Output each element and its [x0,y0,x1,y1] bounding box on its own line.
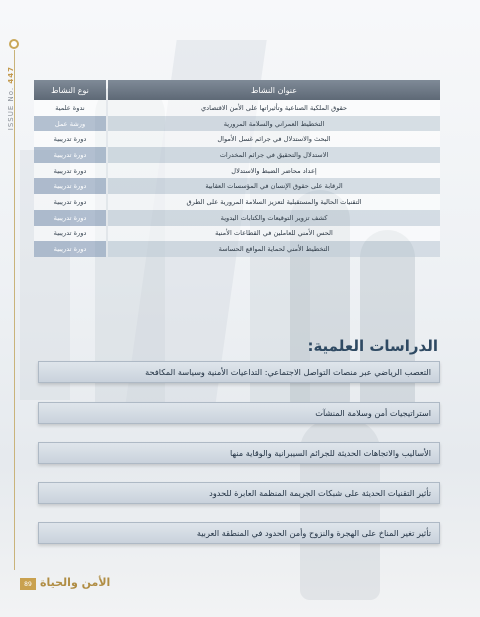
activity-type-cell: دورة تدريبية [34,147,106,163]
activity-title-cell: إعداد محاضر الضبط والاستدلال [108,163,440,179]
activity-title-cell: التخطيط العمراني والسلامة المرورية [108,116,440,132]
activity-title-cell: الحس الأمني للعاملين في القطاعات الأمنية [108,226,440,242]
study-title: تأثير التقنيات الحديثة على شبكات الجريمة المنظمة العابرة للحدود [209,488,431,498]
activity-type-cell: دورة تدريبية [34,178,106,194]
activity-type-cell: دورة تدريبية [34,163,106,179]
study-title: تأثير تغير المناخ على الهجرة والنزوح وأمن الحدود في المنطقة العربية [196,528,431,538]
activity-title-cell: حقوق الملكية الصناعية وتأثيراتها على الأمن الاقتصادي [108,100,440,116]
table-row [34,163,440,179]
studies-heading: الدراسات العلمية: [307,337,438,355]
issue-number: 447 [7,66,15,84]
table-row [34,100,440,116]
study-item [38,482,440,504]
activity-title-cell: الاستدلال والتحقيق في جرائم المخدرات [108,147,440,163]
table-row [34,241,440,257]
table-header [34,80,440,100]
activity-type-cell: دورة تدريبية [34,131,106,147]
table-row [34,226,440,242]
activity-title-cell: التقنيات الحالية والمستقبلية لتعزيز السلامة المرورية على الطرق [108,194,440,210]
header-activity-title: عنوان النشاط [108,80,440,100]
activity-type-cell: ندوة علمية [34,100,106,116]
activity-type-cell: دورة تدريبية [34,194,106,210]
study-item [38,361,440,383]
activities-table [34,80,440,257]
table-row [34,178,440,194]
table-row [34,210,440,226]
issue-text: ISSUE No. [7,86,15,131]
activity-type-cell: دورة تدريبية [34,241,106,257]
study-item [38,442,440,464]
activity-title-cell: الرقابة على حقوق الإنسان في المؤسسات العقابية [108,178,440,194]
study-title: الأساليب والاتجاهات الحديثة للجرائم السيبرانية والوقاية منها [230,448,431,458]
table-row [34,116,440,132]
study-item [38,402,440,424]
header-activity-type: نوع النشاط [34,80,106,100]
issue-label [7,66,19,130]
page-number: 89 [20,578,36,590]
activity-type-cell: دورة تدريبية [34,226,106,242]
page-footer [0,574,480,598]
activity-title-cell: البحث والاستدلال في جرائم غسل الأموال [108,131,440,147]
study-item [38,522,440,544]
side-margin [0,0,24,617]
table-row [34,147,440,163]
activity-type-cell: دورة تدريبية [34,210,106,226]
study-title: استراتيجيات أمن وسلامة المنشآت [315,408,431,418]
table-row [34,194,440,210]
activity-type-cell: ورشة عمل [34,116,106,132]
activity-title-cell: كشف تزوير التوقيعات والكتابات اليدوية [108,210,440,226]
study-title: التعصب الرياضي عبر منصات التواصل الاجتماعي: التداعيات الأمنية وسياسة المكافحة [145,367,431,377]
activity-title-cell: التخطيط الأمني لحماية المواقع الحساسة [108,241,440,257]
ornament-circle-icon [9,39,19,49]
magazine-name: الأمن والحياة [40,576,111,589]
table-row [34,131,440,147]
